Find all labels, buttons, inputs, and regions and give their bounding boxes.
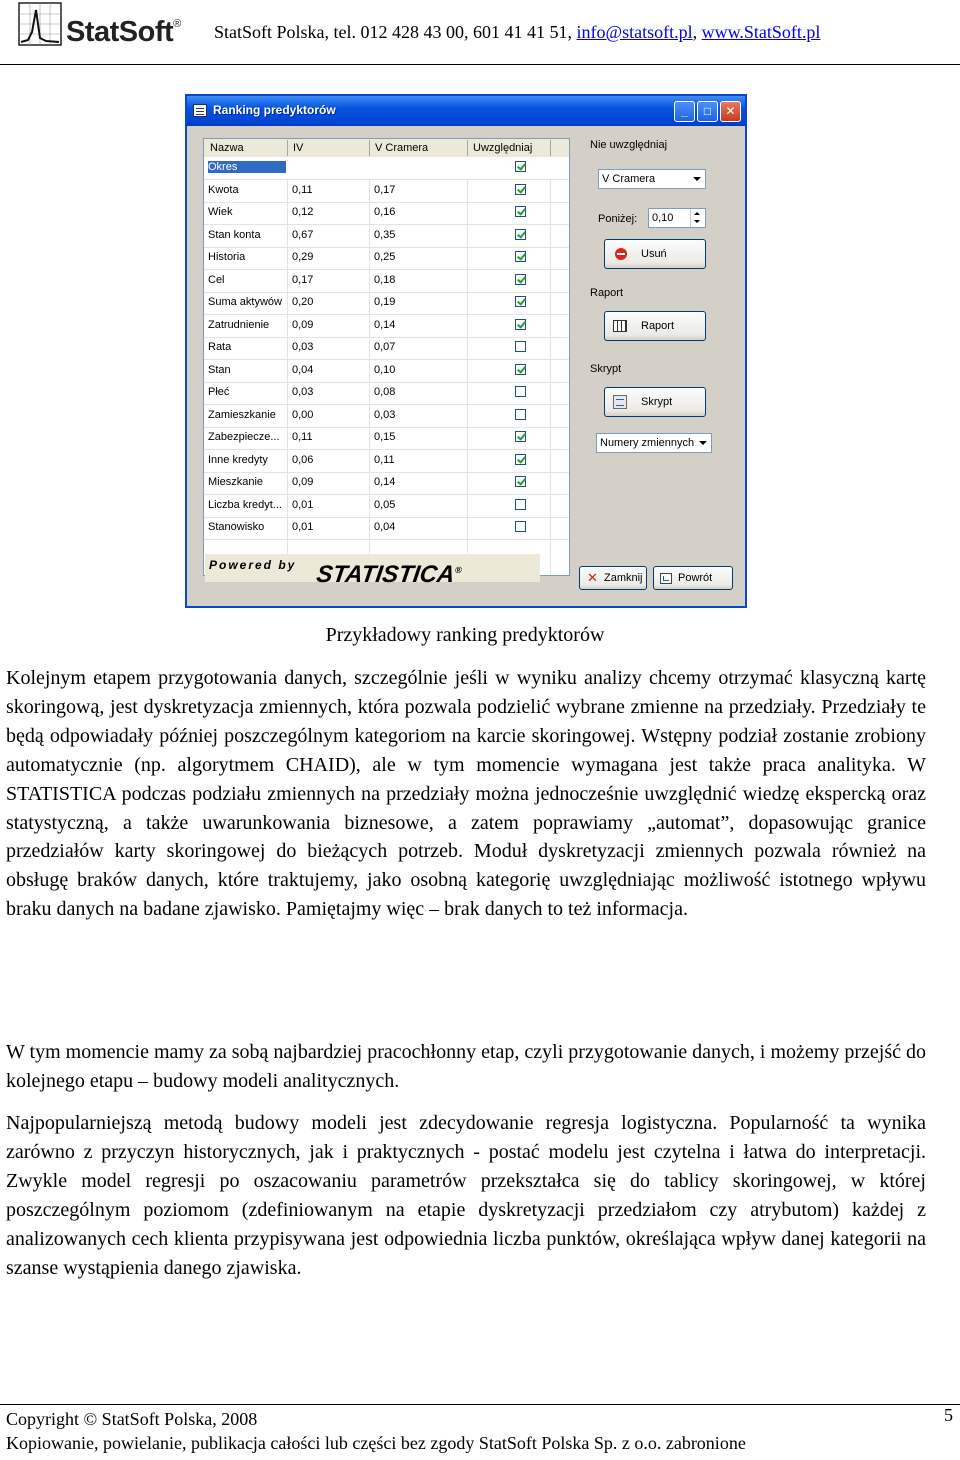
cell-name: Zamieszkanie: [208, 408, 276, 421]
cell-vcramer: 0,04: [374, 521, 396, 533]
include-checkbox[interactable]: [515, 274, 526, 285]
cell-vcramer: 0,35: [374, 228, 396, 241]
script-mode-select[interactable]: [596, 433, 712, 453]
dialog-titlebar[interactable]: [187, 96, 745, 126]
table-row[interactable]: [204, 157, 569, 180]
return-icon: [660, 573, 672, 584]
cell-iv: 0,03: [292, 341, 314, 353]
spinner-arrows-icon[interactable]: [690, 209, 705, 227]
footer-notice: Kopiowanie, powielanie, publikacja całości lub części bez zgody StatSoft Polska Sp. z o.o. zabronione: [6, 1433, 746, 1453]
cell-iv: 0,01: [292, 521, 314, 533]
cell-vcramer: 0,11: [374, 453, 395, 466]
figure-caption: Przykładowy ranking predyktorów: [325, 624, 605, 646]
close-icon: ✕: [587, 570, 598, 585]
cell-iv: 0,20: [292, 296, 314, 308]
close-button[interactable]: [579, 566, 647, 590]
include-checkbox[interactable]: [515, 251, 526, 262]
cell-name: Kwota: [208, 183, 239, 196]
cell-iv: 0,06: [292, 453, 314, 466]
include-checkbox[interactable]: [515, 454, 526, 465]
remove-button[interactable]: [604, 239, 706, 269]
script-icon: [613, 395, 627, 409]
cell-name: Suma aktywów: [208, 296, 282, 308]
report-button-label: Raport: [641, 320, 675, 332]
include-checkbox[interactable]: [515, 184, 526, 195]
cell-name: Stan: [208, 363, 231, 376]
powered-by-label: Powered by: [209, 558, 297, 572]
table-row[interactable]: [204, 180, 569, 203]
table-row[interactable]: [204, 315, 569, 338]
remove-button-label: Usuń: [641, 248, 667, 260]
table-row[interactable]: [204, 472, 569, 495]
close-window-button[interactable]: ✕: [720, 101, 741, 122]
cell-iv: 0,09: [292, 318, 314, 331]
include-checkbox[interactable]: [515, 431, 526, 442]
table-row[interactable]: [204, 337, 569, 360]
script-button-label: Skrypt: [641, 396, 673, 408]
page-header: [0, 0, 960, 66]
table-row[interactable]: [204, 292, 569, 315]
table-row[interactable]: [204, 247, 569, 270]
cell-name: Okres: [208, 161, 286, 173]
cell-vcramer: 0,05: [374, 498, 396, 511]
cell-iv: 0,04: [292, 363, 314, 376]
cell-name: Stanowisko: [208, 521, 265, 533]
cell-iv: 0,67: [292, 228, 314, 241]
column-header-iv[interactable]: IV: [293, 142, 304, 154]
contact-separator: ,: [692, 22, 702, 42]
script-group-title: Skrypt: [590, 363, 622, 375]
cell-vcramer: 0,03: [374, 408, 396, 421]
include-checkbox[interactable]: [515, 521, 526, 532]
include-checkbox[interactable]: [515, 319, 526, 330]
exclude-group-title: Nie uwzględniaj: [590, 139, 668, 151]
column-separator[interactable]: [287, 140, 288, 156]
footer-copyright: Copyright © StatSoft Polska, 2008: [6, 1409, 258, 1429]
ranking-dialog: [185, 94, 747, 608]
paragraph-3: Najpopularniejszą metodą budowy modeli jest zdecydowanie regresja logistyczna. Popularność ta wynika zarówno z przyczyn historycznych, jak i praktycznych - postać modelu jest czytelna i łatwa do interpretacji. Zwykle model regresji po oszacowaniu parametrów przekształca się do tablicy skoringowej, w której poszczególnym poziomom (zdefiniowanym na etapie dyskretyzacji przedziałom czy atrybutom) każdej z analizowanych cech klienta przypisywana jest odpowiednia liczba punktów, określająca wpływ danej kategorii na szanse wystąpienia danego zjawiska.: [6, 1112, 926, 1279]
cell-vcramer: 0,18: [374, 273, 396, 286]
below-label: Poniżej:: [598, 213, 638, 225]
cell-name: Cel: [208, 273, 225, 286]
window-icon: [193, 104, 207, 117]
cell-name: Rata: [208, 341, 232, 353]
column-separator[interactable]: [550, 140, 551, 156]
stop-icon: [615, 248, 627, 260]
back-button[interactable]: [653, 566, 733, 590]
table-row[interactable]: [204, 427, 569, 450]
include-checkbox[interactable]: [515, 364, 526, 375]
column-header-include[interactable]: Uwzględniaj: [473, 142, 533, 154]
close-button-label: Zamknij: [604, 572, 643, 584]
footer-divider: [0, 1404, 960, 1405]
include-checkbox[interactable]: [515, 161, 526, 172]
cell-name: Zatrudnienie: [208, 318, 270, 331]
report-button[interactable]: [604, 311, 706, 341]
logo-text: StatSoft®: [66, 16, 181, 48]
cell-vcramer: 0,14: [374, 476, 396, 488]
cell-name: Wiek: [208, 206, 233, 218]
cell-vcramer: 0,10: [374, 363, 396, 376]
contact-text: StatSoft Polska, tel. 012 428 43 00, 601 41 41 51,: [214, 22, 577, 42]
column-header-name[interactable]: Nazwa: [210, 142, 244, 154]
table-row[interactable]: [204, 360, 569, 383]
threshold-value: 0,10: [652, 212, 674, 224]
cell-vcramer: 0,14: [374, 318, 396, 331]
cell-iv: 0,29: [292, 251, 314, 263]
include-checkbox[interactable]: [515, 296, 526, 307]
statsoft-logo: [18, 0, 194, 52]
dialog-title: Ranking predyktorów: [213, 103, 336, 117]
include-checkbox[interactable]: [515, 229, 526, 240]
cell-iv: 0,17: [292, 273, 314, 286]
include-checkbox[interactable]: [515, 386, 526, 397]
column-header-vcramer[interactable]: V Cramera: [375, 142, 429, 154]
cell-iv: 0,01: [292, 498, 314, 511]
cell-name: Inne kredyty: [208, 453, 268, 466]
website-link[interactable]: www.StatSoft.pl: [701, 22, 821, 42]
include-checkbox[interactable]: [515, 409, 526, 420]
script-button[interactable]: [604, 387, 706, 417]
script-group: [581, 363, 717, 464]
cell-vcramer: 0,08: [374, 386, 396, 398]
criterion-select[interactable]: [598, 169, 706, 189]
table-row[interactable]: [204, 450, 569, 473]
cell-name: Płeć: [208, 386, 230, 398]
cell-name: Historia: [208, 251, 246, 263]
table-row[interactable]: [204, 495, 569, 518]
column-separator[interactable]: [369, 140, 370, 156]
cell-iv: 0,28: [292, 161, 314, 173]
grid-header: [204, 139, 569, 158]
cell-name: Liczba kredyt...: [208, 498, 282, 511]
header-divider: [0, 64, 960, 65]
page-number: 5: [944, 1405, 953, 1425]
cell-vcramer: 0,25: [374, 251, 396, 263]
cell-vcramer: 0,23: [374, 161, 396, 173]
table-row[interactable]: [204, 270, 569, 293]
cell-vcramer: 0,16: [374, 206, 396, 218]
table-row[interactable]: [204, 202, 569, 225]
chevron-down-icon[interactable]: [695, 434, 711, 452]
column-separator[interactable]: [467, 140, 468, 156]
cell-iv: 0,11: [292, 183, 313, 196]
minimize-button[interactable]: _: [674, 101, 695, 122]
header-contact: [214, 22, 820, 43]
table-row[interactable]: [204, 405, 569, 428]
paragraph-2: W tym momencie mamy za sobą najbardziej pracochłonny etap, czyli przygotowanie danych, i możemy przejść do kolejnego etapu – budowy modeli analitycznych.: [6, 1041, 926, 1092]
report-group-title: Raport: [590, 287, 624, 299]
statistica-banner: [205, 554, 540, 588]
include-checkbox[interactable]: [515, 206, 526, 217]
exclude-group: [581, 139, 717, 280]
predictor-grid[interactable]: [203, 138, 570, 576]
threshold-spinner[interactable]: [648, 208, 706, 228]
back-button-label: Powrót: [678, 572, 713, 584]
statistica-logo: STATISTICA®: [314, 561, 463, 588]
cell-iv: 0,03: [292, 386, 314, 398]
chevron-down-icon[interactable]: [689, 170, 705, 188]
cell-vcramer: 0,15: [374, 431, 396, 443]
cell-name: Stan konta: [208, 228, 261, 241]
include-checkbox[interactable]: [515, 341, 526, 352]
cell-iv: 0,09: [292, 476, 314, 488]
include-checkbox[interactable]: [515, 499, 526, 510]
cell-vcramer: 0,17: [374, 183, 396, 196]
table-row[interactable]: [204, 517, 569, 540]
cell-name: Mieszkanie: [208, 476, 264, 488]
logo-graph-icon: [18, 2, 62, 46]
cell-iv: 0,11: [292, 431, 313, 443]
criterion-value: V Cramera: [602, 173, 656, 185]
paragraph-1: Kolejnym etapem przygotowania danych, szczególnie jeśli w wyniku analizy chcemy otrzymać klasyczną kartę skoringową, jest dyskretyzacja zmiennych, która pozwala podzielić wybrane zmienne na przedziały. Przedziały te będą odpowiadały później poszczególnym kategoriom na karcie skoringowej. Wstępny podział zostanie zrobiony automatycznie (np. algorytmem CHAID), ale w tym momencie wymagana jest także praca analityka. W STATISTICA podczas podziału zmiennych na przedziały można jednocześnie uwzględnić wiedzę ekspercką oraz statystyczną, a także uwarunkowania biznesowe, a zatem poprawiamy „automat”, dopasowując granice przedziałów karty skoringowej do bieżących potrzeb. Moduł dyskretyzacji zmiennych pozwala również na obsługę braków danych, które traktujemy, jako osobną kategorię uwzględniając możliwość istotnego wpływu braku danych na badane zjawisko. Pamiętajmy więc – brak danych to też informacja.: [6, 667, 926, 921]
report-group: [581, 287, 717, 352]
cell-name: Zabezpiecze...: [208, 431, 280, 443]
email-link[interactable]: info@statsoft.pl: [576, 22, 693, 42]
script-mode-value: Numery zmiennych: [600, 437, 695, 449]
cell-iv: 0,12: [292, 206, 314, 218]
maximize-button[interactable]: □: [697, 101, 718, 122]
cell-iv: 0,00: [292, 408, 314, 421]
table-row[interactable]: [204, 382, 569, 405]
table-row[interactable]: [204, 225, 569, 248]
table-icon: [613, 320, 627, 332]
cell-vcramer: 0,07: [374, 341, 396, 353]
cell-vcramer: 0,19: [374, 296, 396, 308]
include-checkbox[interactable]: [515, 476, 526, 487]
